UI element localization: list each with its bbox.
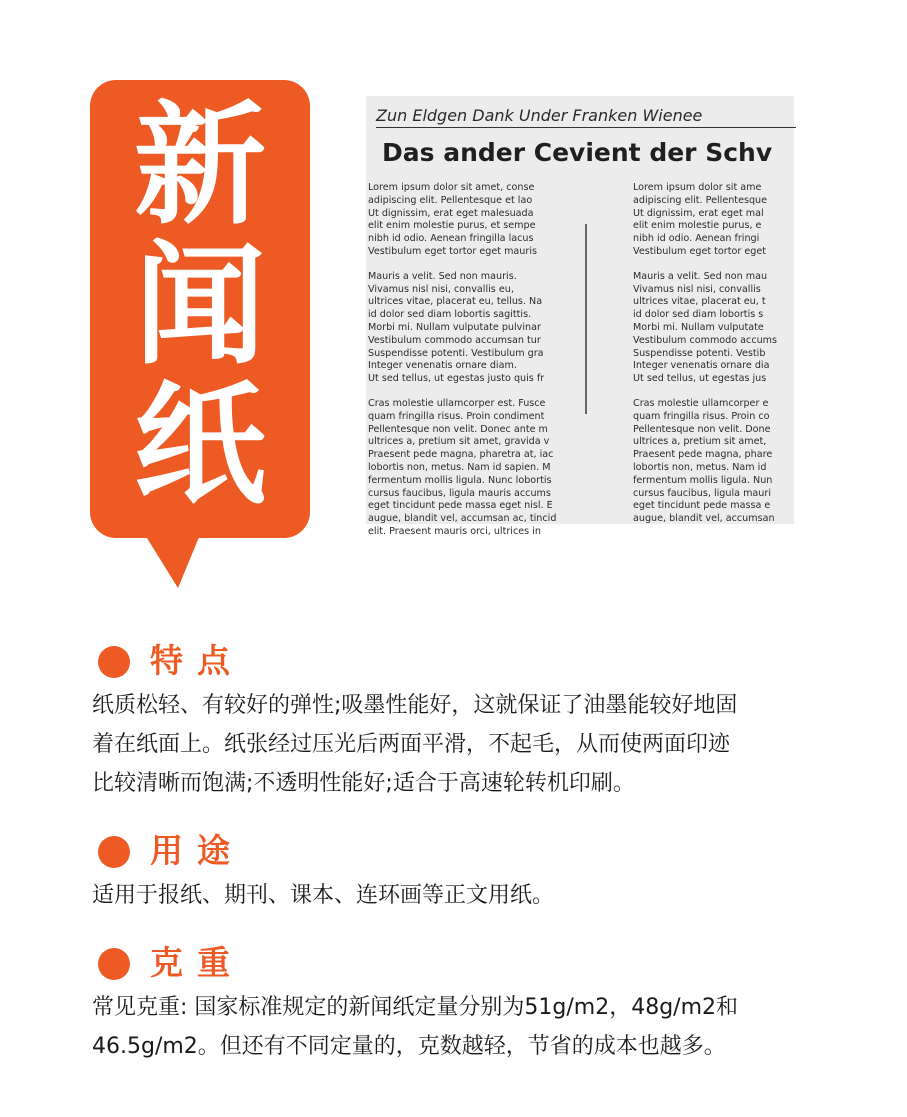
section-heading <box>92 826 822 876</box>
bullet-dot <box>98 836 130 868</box>
newspaper-paragraph: Lorem ipsum dolor sit amet, conse adipiscing elit. Pellentesque et lao Ut dignissim, erat eget malesuada elit enim molestie purus, et sempe nibh id odio. Aenean fringilla lacus Vestibulum eget tortor eget mauris <box>368 182 537 257</box>
bullet-dot <box>98 646 130 678</box>
newspaper-paragraph: Cras molestie ullamcorper e quam fringilla risus. Proin co Pellentesque non velit. Done ultrices a, pretium sit amet, Praesent pede magna, phare lobortis non, metus. Nam id fermentum mollis ligula. Nun cursus faucibus, ligula mauri eget tincidunt pede massa e augue, blandit vel, accumsan <box>633 397 775 525</box>
newspaper-headline: Das ander Cevient der Schv <box>382 138 773 167</box>
section-features <box>92 636 822 803</box>
section-heading <box>92 938 822 988</box>
title-char-2: 闻 <box>134 229 266 383</box>
section-body <box>92 988 822 1066</box>
newspaper-paragraph: Mauris a velit. Sed non mau Vivamus nisl nisi, convallis ultrices vitae, placerat eu, t id dolor sed diam lobortis s Morbi mi. Nullam vulputate Vestibulum commodo accums Suspendisse potenti. Vestib Integer venenatis ornare dia Ut sed tellus, ut egestas jus <box>633 270 778 385</box>
heading-text: 特点 <box>150 641 244 680</box>
section-heading <box>92 636 822 686</box>
title-char-3: 纸 <box>134 369 266 523</box>
newspaper-paragraph: Mauris a velit. Sed non mauris. Vivamus nisl nisi, convallis eu, ultrices vitae, placerat eu, tellus. Na id dolor sed diam lobortis sagittis. Morbi mi. Nullam vulputate pulvinar Vestibulum commodo accumsan tur Suspendisse potenti. Vestibulum gra Integer venenatis ornare diam. Ut sed tellus, ut egestas justo quis fr <box>368 270 545 385</box>
page-title <box>90 89 310 523</box>
newspaper-paragraph: Lorem ipsum dolor sit ame adipiscing elit. Pellentesque Ut dignissim, erat eget mal elit enim molestie purus, e nibh id odio. Aenean fringi Vestibulum eget tortor eget <box>633 182 768 257</box>
heading-text: 用途 <box>150 831 244 870</box>
body-line: 常见克重: 国家标准规定的新闻纸定量分别为51g/m2，48g/m2和 <box>92 995 739 1020</box>
heading-text: 克重 <box>150 943 244 982</box>
section-uses <box>92 826 822 915</box>
section-body <box>92 876 822 915</box>
newspaper-image <box>366 96 794 537</box>
newspaper-column-left <box>368 182 573 537</box>
bullet-dot <box>98 948 130 980</box>
section-weight <box>92 938 822 1066</box>
title-bubble <box>90 80 310 585</box>
body-line: 比较清晰而饱满;不透明性能好;适合于高速轮转机印刷。 <box>92 771 635 796</box>
column-divider <box>585 224 587 414</box>
body-line: 纸质松轻、有较好的弹性;吸墨性能好，这就保证了油墨能较好地固 <box>92 693 738 718</box>
body-line: 着在纸面上。纸张经过压光后两面平滑，不起毛，从而使两面印迹 <box>92 732 731 757</box>
body-line: 适用于报纸、期刊、课本、连环画等正文用纸。 <box>92 883 555 908</box>
bubble-tail <box>142 530 222 590</box>
section-body <box>92 686 822 803</box>
title-char-1: 新 <box>134 89 266 243</box>
newspaper-paragraph: Cras molestie ullamcorper est. Fusce quam fringilla risus. Proin condiment Pellentesque non velit. Donec ante m ultrices a, pretium sit amet, gravida v Praesent pede magna, pharetra at, iac lobortis non, metus. Nam id sapien. M fermentum mollis ligula. Nunc lobortis cursus faucibus, ligula mauris accums eget tincidunt pede massa eget nisl. E augue, blandit vel, accumsan ac, tincid elit. Praesent mauris orci, ultrices in <box>368 397 557 537</box>
newspaper-column-right <box>633 182 803 525</box>
body-line: 46.5g/m2。但还有不同定量的，克数越轻，节省的成本也越多。 <box>92 1034 726 1059</box>
newspaper-masthead: Zun Eldgen Dank Under Franken Wienee <box>376 106 796 128</box>
